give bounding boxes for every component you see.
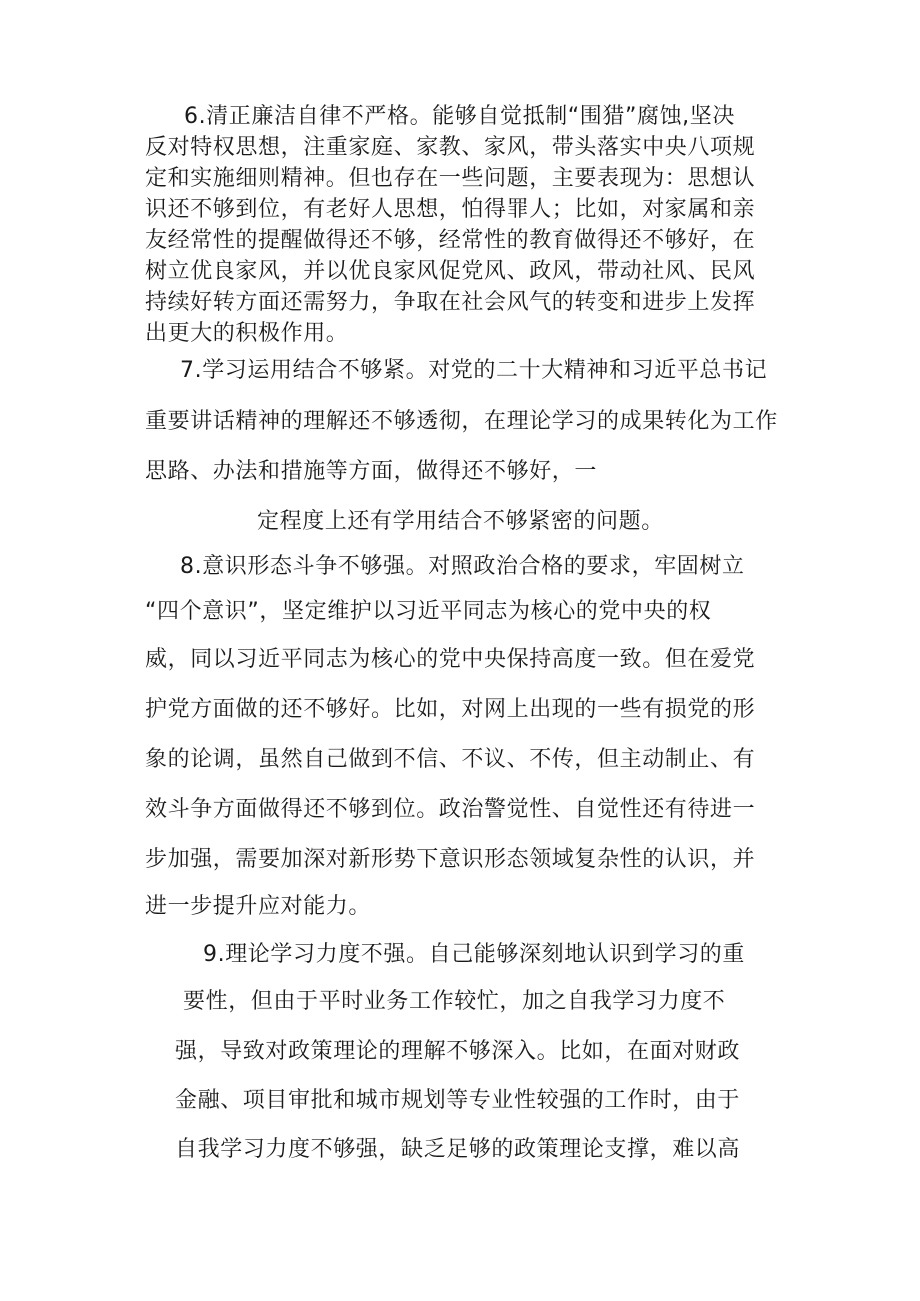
text-line: 定和实施细则精神。但也存在一些问题，主要表现为：思想认 (145, 166, 756, 191)
text-line: 定程度上还有学用结合不够紧密的问题。 (257, 509, 664, 534)
text-line: 进一步提升应对能力。 (145, 894, 372, 919)
text-line: 威，同以习近平同志为核心的党中央保持高度一致。但在爱党 (145, 647, 756, 672)
text-line: 自我学习力度不够强，缺乏足够的政策理论支撑，难以高 (175, 1137, 741, 1162)
text-line: 强，导致对政策理论的理解不够深入。比如，在面对财政 (175, 1039, 741, 1064)
text-line: 效斗争方面做得还不够到位。政治警觉性、自觉性还有待进一 (145, 797, 756, 822)
text-line: 树立优良家风，并以优良家风促党风、政风，带动社风、民风 (145, 259, 756, 284)
text-line: 6.清正廉洁自律不严格。能够自觉抵制“围猎”腐蚀,坚决 (184, 104, 735, 129)
text-line: 持续好转方面还需努力，争取在社会风气的转变和进步上发挥 (145, 290, 756, 315)
text-line: 步加强，需要加深对新形势下意识形态领域复杂性的认识，并 (145, 847, 756, 872)
text-line: 出更大的积极作用。 (145, 321, 349, 346)
text-line: 思路、办法和措施等方面，做得还不够好，一 (145, 459, 598, 484)
text-line: 要性，但由于平时业务工作较忙，加之自我学习力度不 (183, 989, 726, 1014)
text-line: 识还不够到位，有老好人思想，怕得罪人；比如，对家属和亲 (145, 197, 756, 222)
text-line: 7.学习运用结合不够紧。对党的二十大精神和习近平总书记 (180, 358, 768, 383)
text-line: 重要讲话精神的理解还不够透彻，在理论学习的成果转化为工作 (145, 409, 778, 434)
text-line: 象的论调，虽然自己做到不信、不议、不传，但主动制止、有 (145, 747, 756, 772)
text-line: 9.理论学习力度不强。自己能够深刻地认识到学习的重 (203, 942, 745, 967)
text-line: 金融、项目审批和城市规划等专业性较强的工作时，由于 (175, 1088, 741, 1113)
text-line: 护党方面做的还不够好。比如，对网上出现的一些有损党的形 (145, 697, 756, 722)
text-line: 反对特权思想，注重家庭、家教、家风，带头落实中央八项规 (145, 135, 756, 160)
text-line: 友经常性的提醒做得还不够，经常性的教育做得还不够好，在 (145, 228, 756, 253)
text-line: 8.意识形态斗争不够强。对照政治合格的要求，牢固树立 (180, 554, 745, 579)
text-line: “四个意识”，坚定维护以习近平同志为核心的党中央的权 (145, 599, 712, 624)
